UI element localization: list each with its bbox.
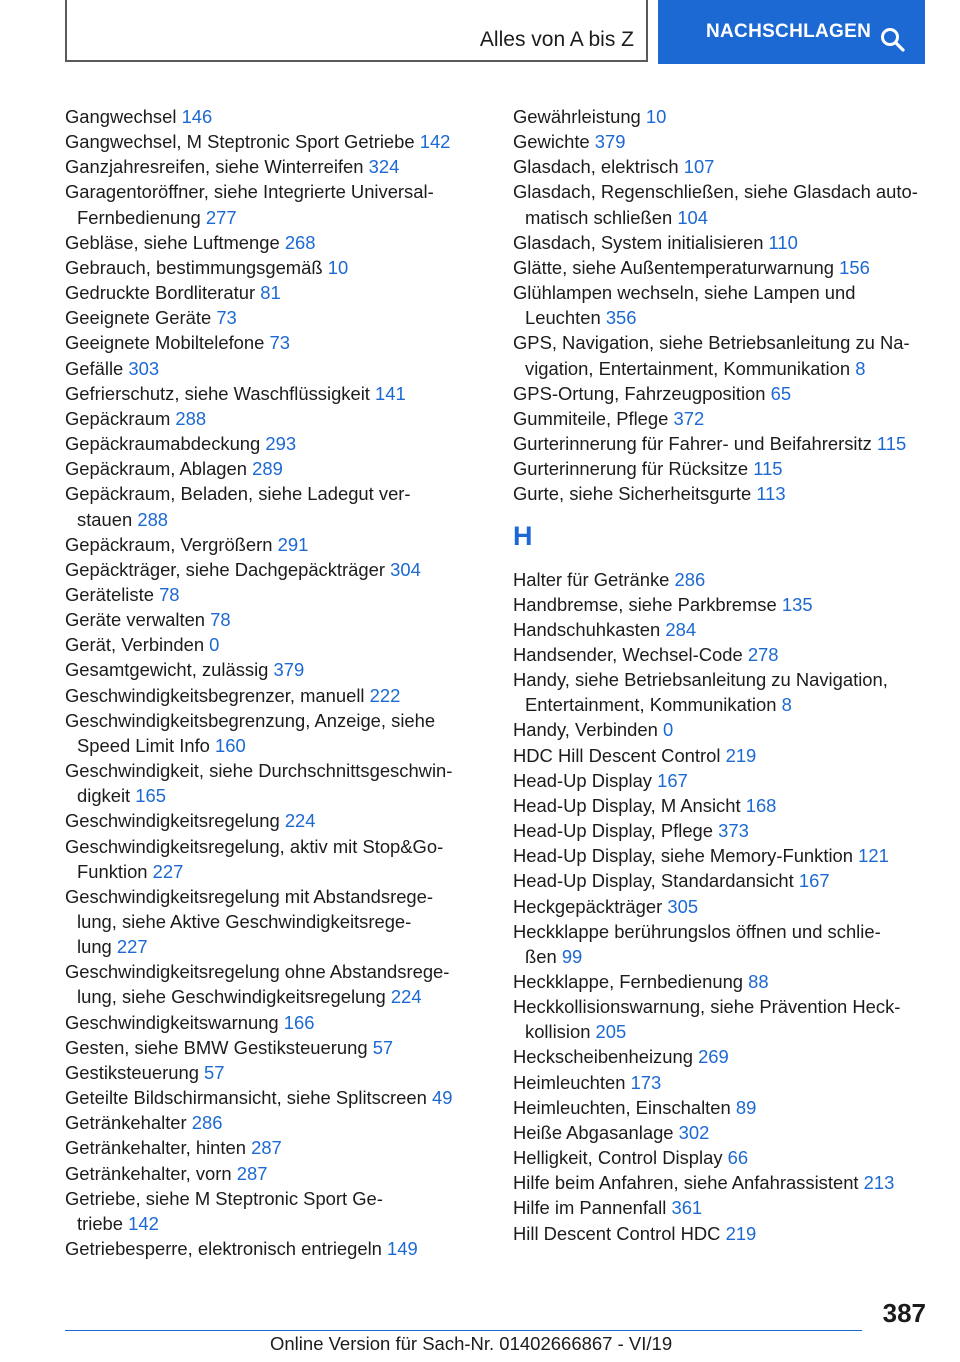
entry-term: Handy, Verbinden (513, 719, 663, 741)
index-entry (65, 356, 483, 381)
page-reference-link[interactable]: 104 (677, 206, 708, 228)
page-reference-link[interactable]: 288 (175, 407, 207, 429)
page-reference-link[interactable]: 286 (191, 1112, 223, 1134)
entry-term: lung (77, 936, 112, 958)
entry-term: Gerät, Verbinden (65, 634, 210, 656)
page-reference-link[interactable]: 302 (678, 1121, 710, 1143)
index-entry (65, 683, 483, 708)
entry-term: Entertainment, Kommunikation (525, 694, 777, 716)
page-reference-link[interactable]: 57 (204, 1061, 225, 1083)
index-entry (65, 330, 483, 355)
entry-term: Gefälle (65, 357, 124, 379)
entry-term: Head-Up Display, Standardansicht (513, 870, 794, 892)
entry-term: Heckkollisionswarnung, siehe Prävention Heck- (513, 996, 901, 1018)
page-reference-link[interactable]: 287 (236, 1162, 268, 1184)
index-entry (65, 431, 483, 456)
index-entry (65, 1236, 483, 1261)
index-entry (513, 154, 933, 179)
page-reference-link[interactable]: 361 (671, 1197, 703, 1219)
index-entry (513, 431, 933, 456)
page-reference-link[interactable]: 65 (770, 382, 792, 404)
page-reference-link[interactable]: 113 (756, 483, 786, 505)
page-reference-link[interactable]: 219 (725, 744, 757, 766)
page-reference-link[interactable]: 115 (876, 433, 907, 455)
entry-term: Gummiteile, Pflege (513, 407, 669, 429)
page-reference-link[interactable]: 167 (657, 769, 688, 791)
entry-term: Head-Up Display, siehe Memory-Funktion (513, 845, 854, 867)
page-reference-link[interactable]: 286 (674, 568, 706, 590)
page-reference-link[interactable]: 49 (431, 1087, 453, 1109)
entry-term: Geschwindigkeitsregelung mit Abstandsrege- (65, 885, 434, 907)
index-entry (513, 768, 933, 793)
index-entry (65, 481, 483, 531)
entry-term: Handbremse, siehe Parkbremse (513, 593, 777, 615)
entry-term: Gewichte (513, 131, 590, 153)
section-letter-h: H (513, 520, 533, 551)
index-entry (65, 557, 483, 582)
index-entry (65, 1035, 483, 1060)
entry-term: Speed Limit Info (77, 734, 210, 756)
entry-term: Geräteliste (65, 583, 154, 605)
page-reference-link[interactable]: 57 (372, 1036, 394, 1058)
entry-term: Fernbedienung (77, 206, 201, 228)
entry-term: Heckklappe, Fernbedienung (513, 971, 744, 992)
page-reference-link[interactable]: 373 (718, 820, 749, 842)
index-entry (513, 1120, 933, 1145)
entry-term: Getriebesperre, elektronisch entriegeln (65, 1238, 382, 1260)
index-entry (65, 381, 483, 406)
entry-term: Heckklappe berührungslos öffnen und schlie- (513, 920, 881, 942)
entry-term: Glühlampen wechseln, siehe Lampen und (513, 282, 856, 304)
index-entry (513, 1195, 933, 1220)
index-entry (513, 994, 933, 1044)
index-entry (513, 667, 933, 717)
index-entry (65, 104, 483, 129)
page-reference-link[interactable]: 173 (630, 1071, 662, 1093)
entry-term: GPS-Ortung, Fahrzeugposition (513, 382, 766, 404)
entry-term: Geteilte Bildschirmansicht, siehe Splitscreen (65, 1087, 427, 1109)
index-entry (65, 1110, 483, 1135)
index-entry (513, 617, 933, 642)
page-reference-link[interactable]: 222 (369, 684, 401, 706)
entry-term: Heimleuchten (513, 1071, 626, 1093)
entry-term: Gurte, siehe Sicherheitsgurte (513, 483, 752, 505)
entry-term: Gesamtgewicht, zulässig (65, 659, 269, 681)
entry-term: Handy, siehe Betriebsanleitung zu Navigation, (513, 669, 888, 691)
entry-term: Gefrierschutz, siehe Waschflüssigkeit (65, 382, 370, 404)
index-entry (513, 255, 933, 280)
page-reference-link[interactable]: 110 (768, 231, 798, 253)
page-reference-link[interactable]: 141 (375, 382, 406, 404)
entry-term: vigation, Entertainment, Kommunikation (525, 357, 851, 379)
page-reference-link[interactable]: 288 (137, 508, 169, 530)
entry-term: Gepäckträger, siehe Dachgepäckträger (65, 558, 385, 580)
page-reference-link[interactable]: 303 (128, 357, 160, 379)
index-entry (513, 743, 933, 768)
entry-term: Gangwechsel (65, 106, 177, 127)
entry-term: Heckgepäckträger (513, 895, 663, 917)
index-column-right (513, 104, 933, 1246)
entry-term: Geschwindigkeitsregelung, aktiv mit Stop&Go- (65, 835, 444, 857)
entry-term: Handsender, Wechsel-Code (513, 643, 743, 665)
page-reference-link[interactable]: 149 (387, 1238, 418, 1260)
index-entry (65, 255, 483, 280)
index-entry (65, 280, 483, 305)
index-entry (65, 884, 483, 959)
page-reference-link[interactable]: 73 (216, 307, 237, 329)
entry-term: kollision (525, 1021, 591, 1043)
entry-term: Getränkehalter, hinten (65, 1137, 246, 1159)
entry-term: Garagentoröffner, siehe Integrierte Universal- (65, 181, 434, 203)
index-entry (65, 1186, 483, 1236)
index-entry (513, 104, 933, 129)
section-title: Alles von A bis Z (479, 28, 634, 51)
page-reference-link[interactable]: 168 (745, 794, 777, 816)
page-reference-link[interactable]: 165 (135, 785, 166, 807)
entry-term: Ganzjahresreifen, siehe Winterreifen (65, 156, 364, 178)
search-icon (879, 26, 907, 54)
entry-term: Geeignete Mobiltelefone (65, 332, 265, 354)
page-reference-link[interactable]: 81 (260, 282, 281, 304)
index-entry (513, 1095, 933, 1120)
index-entry (513, 1170, 933, 1195)
entry-term: Geschwindigkeitsregelung ohne Abstandsrege- (65, 961, 450, 983)
index-entry (65, 808, 483, 833)
page-reference-link[interactable]: 8 (855, 357, 866, 379)
entry-term: Geschwindigkeitsregelung (65, 810, 280, 832)
page-reference-link[interactable]: 156 (839, 256, 870, 278)
entry-term: Glasdach, elektrisch (513, 156, 679, 178)
entry-term: Hilfe beim Anfahren, siehe Anfahrassistent (513, 1172, 859, 1194)
entry-term: lung, siehe Geschwindigkeitsregelung (77, 986, 386, 1008)
index-entry (513, 1145, 933, 1170)
entry-term: Gesten, siehe BMW Gestiksteuerung (65, 1036, 368, 1058)
page-reference-link[interactable]: 213 (863, 1172, 895, 1194)
entry-term: Gepäckraumabdeckung (65, 433, 261, 455)
entry-term: Getränkehalter (65, 1112, 187, 1134)
index-entry (65, 657, 483, 682)
index-entry (513, 456, 933, 481)
page-reference-link[interactable]: 10 (645, 106, 667, 127)
footer-divider (65, 1330, 862, 1331)
page-reference-link[interactable]: 268 (284, 231, 316, 253)
section-tab[interactable] (65, 0, 648, 62)
page-reference-link[interactable]: 8 (781, 694, 792, 716)
page-reference-link[interactable]: 121 (858, 845, 889, 867)
page-reference-link[interactable]: 99 (561, 945, 583, 967)
entry-term: Funktion (77, 860, 148, 882)
entry-term: Hilfe im Pannenfall (513, 1197, 667, 1219)
entry-term: Gepäckraum, Vergrößern (65, 533, 273, 555)
index-entry (513, 919, 933, 969)
index-entry (65, 230, 483, 255)
entry-term: Head-Up Display, Pflege (513, 820, 714, 842)
index-entry (513, 717, 933, 742)
index-entry (513, 280, 933, 330)
index-entry (65, 1161, 483, 1186)
entry-term: Gepäckraum (65, 407, 171, 429)
page-number: 387 (882, 1298, 926, 1328)
entry-term: Gepäckraum, Beladen, siehe Ladegut ver- (65, 483, 411, 505)
entry-term: Glasdach, Regenschließen, siehe Glasdach auto- (513, 181, 918, 203)
entry-term: Geschwindigkeitsbegrenzer, manuell (65, 684, 365, 706)
index-entry (65, 959, 483, 1009)
page-reference-link[interactable]: 289 (252, 458, 283, 480)
index-entry (65, 758, 483, 808)
header-bar (65, 0, 925, 64)
page-reference-link[interactable]: 227 (152, 860, 184, 882)
entry-term: Helligkeit, Control Display (513, 1147, 723, 1169)
index-entry (513, 406, 933, 431)
lookup-label: NACHSCHLAGEN (706, 21, 872, 42)
entry-term: Gewährleistung (513, 106, 641, 127)
entry-term: Geschwindigkeitswarnung (65, 1011, 279, 1033)
page-reference-link[interactable]: 324 (368, 156, 400, 178)
index-entry (513, 230, 933, 255)
page-reference-link[interactable]: 278 (747, 643, 779, 665)
page-reference-link[interactable]: 227 (116, 936, 148, 958)
page-reference-link[interactable]: 379 (594, 131, 626, 153)
entry-term: Heckscheibenheizung (513, 1046, 693, 1068)
page-reference-link[interactable]: 135 (781, 593, 813, 615)
page-reference-link[interactable]: 304 (390, 558, 421, 580)
index-entry (513, 179, 933, 229)
page-reference-link[interactable]: 219 (725, 1222, 757, 1244)
entry-term: Gebläse, siehe Luftmenge (65, 231, 280, 253)
index-entry (513, 129, 933, 154)
page-reference-link[interactable]: 142 (419, 131, 451, 153)
index-entry (65, 129, 483, 154)
page-reference-link[interactable]: 66 (727, 1147, 749, 1169)
entry-term: Hill Descent Control HDC (513, 1222, 721, 1244)
page-reference-link[interactable]: 0 (662, 719, 674, 741)
index-entry (65, 1085, 483, 1110)
page-reference-link[interactable]: 305 (667, 895, 699, 917)
index-entry (513, 894, 933, 919)
page-reference-link[interactable]: 115 (753, 458, 783, 480)
entry-term: digkeit (77, 785, 131, 807)
index-entry (65, 532, 483, 557)
index-entry (513, 592, 933, 617)
page-reference-link[interactable]: 287 (251, 1137, 282, 1159)
index-entry (513, 381, 933, 406)
index-group-h (513, 567, 933, 1246)
index-entry (65, 708, 483, 758)
page-reference-link[interactable]: 224 (284, 810, 316, 832)
index-entry (513, 868, 933, 893)
page-reference-link[interactable]: 167 (798, 870, 830, 892)
index-entry (65, 305, 483, 330)
entry-term: Gedruckte Bordliteratur (65, 282, 256, 304)
index-entry (65, 1010, 483, 1035)
page-reference-link[interactable]: 293 (265, 433, 297, 455)
index-entry (513, 1221, 933, 1246)
entry-term: Geräte verwalten (65, 609, 206, 631)
entry-term: Geeignete Geräte (65, 307, 212, 329)
entry-term: Gebrauch, bestimmungsgemäß (65, 256, 323, 278)
entry-term: Gepäckraum, Ablagen (65, 458, 247, 480)
index-column-left (65, 104, 483, 1261)
index-entry (65, 456, 483, 481)
entry-term: Head-Up Display (513, 769, 653, 791)
entry-term: Gurterinnerung für Fahrer- und Beifahrersitz (513, 433, 872, 455)
index-entry (65, 179, 483, 229)
page-reference-link[interactable]: 291 (277, 533, 309, 555)
index-entry (513, 642, 933, 667)
page-reference-link[interactable]: 269 (698, 1046, 729, 1068)
index-entry (513, 1070, 933, 1095)
page-reference-link[interactable]: 205 (595, 1021, 627, 1043)
index-entry (513, 567, 933, 592)
index-entry (513, 1044, 933, 1069)
page-reference-link[interactable]: 160 (215, 734, 246, 756)
entry-term: ßen (525, 945, 557, 967)
entry-term: Head-Up Display, M Ansicht (513, 794, 741, 816)
index-entry (513, 793, 933, 818)
page-reference-link[interactable]: 88 (748, 971, 769, 992)
entry-term: Geschwindigkeit, siehe Durchschnittsgeschwin- (65, 760, 453, 782)
page-reference-link[interactable]: 142 (128, 1212, 159, 1234)
page-reference-link[interactable]: 0 (209, 634, 220, 656)
index-entry (513, 818, 933, 843)
index-entry (513, 481, 933, 506)
page-reference-link[interactable]: 284 (665, 618, 697, 640)
page-reference-link[interactable]: 146 (181, 106, 213, 127)
entry-term: stauen (77, 508, 133, 530)
index-entry (513, 330, 933, 380)
entry-term: Gurterinnerung für Rücksitze (513, 458, 749, 480)
entry-term: Halter für Getränke (513, 568, 670, 590)
index-entry (65, 607, 483, 632)
index-entry (65, 632, 483, 657)
page-reference-link[interactable]: 107 (683, 156, 715, 178)
entry-term: triebe (77, 1212, 124, 1234)
entry-term: Glätte, siehe Außentemperaturwarnung (513, 256, 835, 278)
entry-term: Heiße Abgasanlage (513, 1121, 674, 1143)
index-entry (513, 969, 933, 994)
entry-term: Getränkehalter, vorn (65, 1162, 232, 1184)
online-version-note: Online Version für Sach-Nr. 01402666867 - VI/19 (270, 1333, 673, 1354)
entry-term: Geschwindigkeitsbegrenzung, Anzeige, siehe (65, 709, 436, 731)
entry-term: Gangwechsel, M Steptronic Sport Getriebe (65, 131, 415, 153)
entry-term: Glasdach, System initialisieren (513, 231, 764, 253)
lookup-button[interactable] (658, 0, 925, 64)
index-entry (65, 582, 483, 607)
index-entry (65, 406, 483, 431)
index-entry (65, 1060, 483, 1085)
entry-term: HDC Hill Descent Control (513, 744, 721, 766)
entry-term: lung, siehe Aktive Geschwindigkeitsrege- (77, 911, 412, 932)
entry-term: Heimleuchten, Einschalten (513, 1096, 731, 1118)
page-reference-link[interactable]: 372 (673, 407, 705, 429)
page-reference-link[interactable]: 379 (273, 659, 305, 681)
entry-term: GPS, Navigation, siehe Betriebsanleitung zu Na- (513, 332, 910, 354)
entry-term: Leuchten (525, 307, 601, 329)
entry-term: Getriebe, siehe M Steptronic Sport Ge- (65, 1187, 383, 1209)
entry-term: Handschuhkasten (513, 618, 661, 640)
index-entry (65, 154, 483, 179)
page-reference-link[interactable]: 78 (210, 609, 231, 631)
page-reference-link[interactable]: 73 (269, 332, 290, 354)
entry-term: matisch schließen (525, 206, 673, 228)
index-entry (65, 1135, 483, 1160)
page-reference-link[interactable]: 224 (390, 986, 422, 1008)
page-reference-link[interactable]: 78 (159, 583, 180, 605)
page-reference-link[interactable]: 277 (205, 206, 237, 228)
page-reference-link[interactable]: 356 (605, 307, 637, 329)
page-reference-link[interactable]: 89 (735, 1096, 757, 1118)
entry-term: Gestiksteuerung (65, 1061, 199, 1083)
index-entry (513, 843, 933, 868)
page-reference-link[interactable]: 166 (283, 1011, 315, 1033)
index-group-g (513, 104, 933, 507)
index-entry (65, 834, 483, 884)
page-reference-link[interactable]: 10 (327, 256, 349, 278)
